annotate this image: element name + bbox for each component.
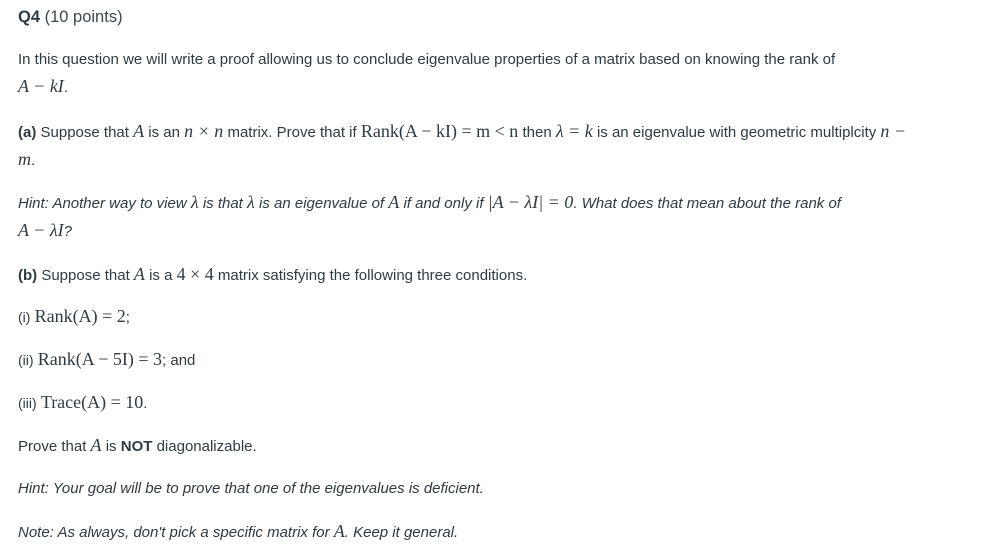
part-a-math-3: Rank(A − kI) = m < n: [360, 121, 519, 141]
intro-text: In this question we will write a proof allowing us to conclude eigenvalue properties of a matrix based on knowing the rank of: [18, 51, 836, 68]
part-b-paragraph: [18, 261, 918, 289]
condition-1: [18, 303, 918, 331]
condition-math: Rank(A − 5I) = 3: [37, 349, 163, 369]
part-a-label: (a): [18, 124, 37, 141]
hint-a-text-4: if and only if: [403, 195, 484, 212]
intro-paragraph: [18, 46, 918, 101]
part-b-text-2: is a: [149, 267, 173, 284]
prove-text-1: Prove that: [18, 438, 87, 455]
question-label: Q4: [18, 8, 41, 26]
hint-a-math-1: λ: [190, 192, 199, 212]
prove-strong: NOT: [120, 438, 153, 455]
condition-label: (iii): [18, 395, 37, 411]
condition-end: ; and: [162, 352, 196, 369]
part-a-text-3: matrix. Prove that if: [227, 124, 357, 141]
hint-a-math-5: A − λI: [18, 220, 64, 240]
part-a-text-5: is an eigenvalue with geometric multiplcity: [596, 124, 877, 141]
hint-a-math-4: |A − λI| = 0: [487, 192, 574, 212]
intro-math: A − kI: [18, 76, 64, 96]
note-math-1: A: [333, 521, 345, 541]
prove-text-3: diagonalizable.: [156, 438, 257, 455]
question-points: (10 points): [44, 8, 123, 26]
question-title: [18, 8, 123, 27]
hint-a-text-5: . What does that mean about the rank of: [573, 195, 841, 212]
intro-end: .: [63, 79, 68, 96]
condition-math: Rank(A) = 2: [34, 306, 126, 326]
part-a-text-2: is an: [148, 124, 180, 141]
part-a-text-1: Suppose that: [40, 124, 129, 141]
part-b-label: (b): [18, 267, 38, 284]
part-a-math-5: n − m: [18, 121, 907, 169]
note-text-1: Note: As always, don't pick a specific matrix for: [18, 524, 330, 541]
note-paragraph: [18, 518, 918, 546]
condition-end: ;: [125, 309, 130, 326]
hint-a-end: ?: [63, 223, 72, 240]
hint-a-text-1: Hint: Another way to view: [18, 195, 187, 212]
part-a-text-4: then: [522, 124, 552, 141]
part-a-end: .: [31, 152, 36, 169]
part-a-paragraph: [18, 118, 918, 174]
part-b-math-2: 4 × 4: [176, 264, 214, 284]
hint-b-paragraph: [18, 475, 918, 502]
condition-math: Trace(A) = 10: [40, 392, 144, 412]
part-a-math-1: A: [133, 121, 145, 141]
hint-b-text: Hint: Your goal will be to prove that one of the eigenvalues is deficient.: [18, 480, 484, 497]
prove-paragraph: [18, 432, 918, 460]
prove-math-1: A: [90, 435, 102, 455]
condition-label: (i): [18, 309, 31, 325]
hint-a-text-2: is that: [202, 195, 243, 212]
part-a-math-4: λ = k: [555, 121, 593, 141]
part-b-text-3: matrix satisfying the following three conditions.: [217, 267, 528, 284]
hint-a-text-3: is an eigenvalue of: [259, 195, 385, 212]
note-text-2: . Keep it general.: [344, 524, 459, 541]
hint-a-paragraph: [18, 189, 918, 245]
condition-2: [18, 346, 918, 374]
part-a-math-2: n × n: [184, 121, 224, 141]
condition-end: .: [143, 395, 148, 412]
part-b-text-1: Suppose that: [41, 267, 130, 284]
condition-label: (ii): [18, 352, 34, 368]
hint-a-math-2: λ: [247, 192, 255, 212]
part-b-math-1: A: [133, 264, 145, 284]
prove-text-2: is: [105, 438, 117, 455]
condition-3: [18, 389, 918, 417]
hint-a-math-3: A: [388, 192, 400, 212]
